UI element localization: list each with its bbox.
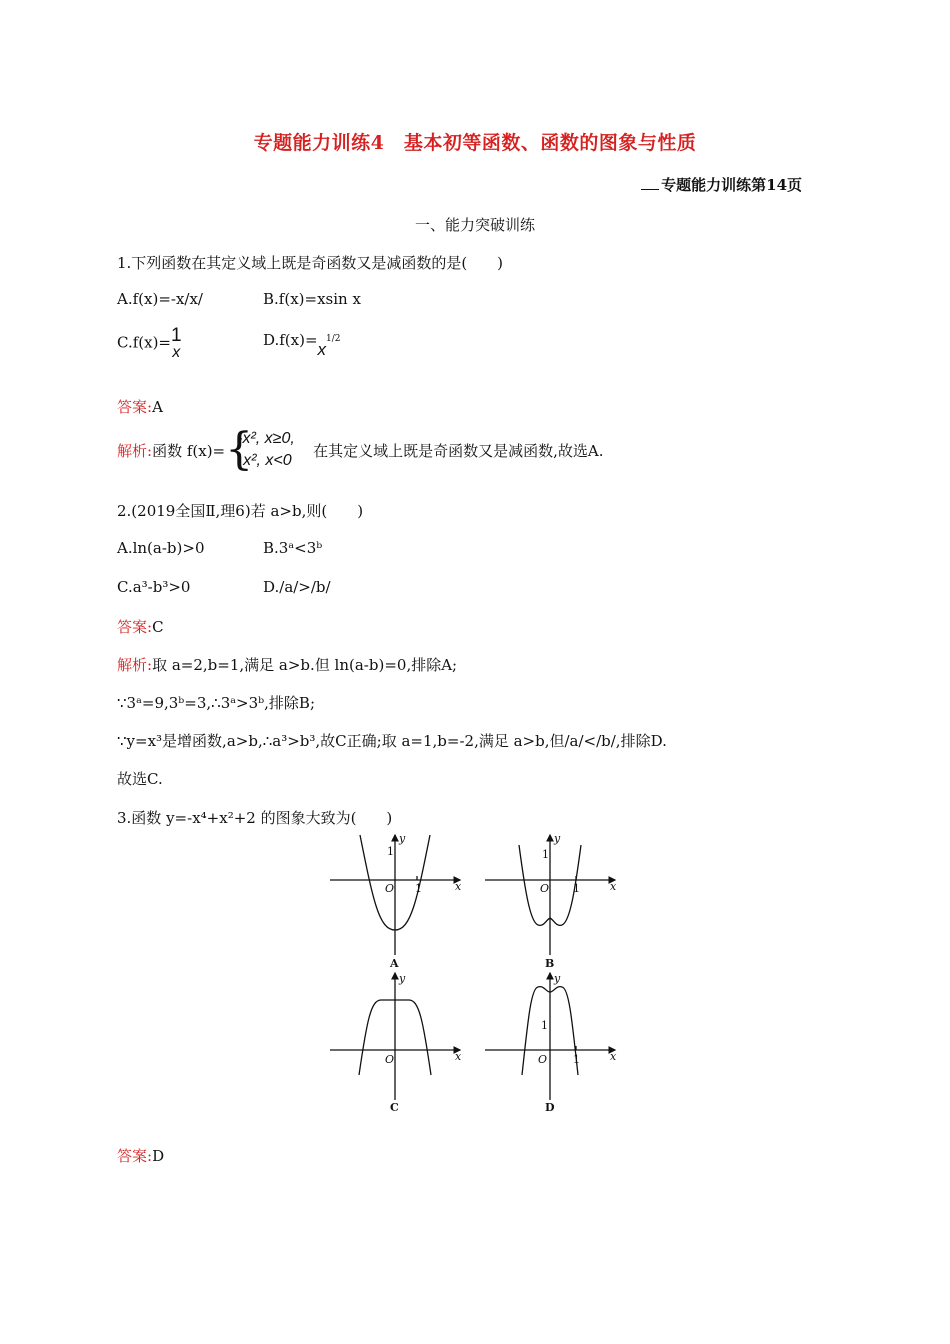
analysis-text: 在其定义域上既是奇函数又是减函数,故选A. (313, 442, 604, 460)
answer-label: 答案: (117, 1147, 153, 1165)
q1-option-b: B.f(x)=xsin x (263, 290, 361, 308)
q1-stem: 1.下列函数在其定义域上既是奇函数又是减函数的是( ) (117, 254, 504, 272)
piecewise-function (225, 424, 313, 475)
graph-a-label: A (390, 957, 399, 970)
graph-c-x-label: x (455, 1050, 462, 1063)
page-reference (641, 174, 802, 195)
graph-a-y-label: y (399, 832, 406, 845)
section-heading: 一、能力突破训练 (414, 216, 535, 234)
page-title: 专题能力训练4 基本初等函数、函数的图象与性质 (253, 132, 697, 154)
graph-b-y-label: y (554, 832, 561, 845)
q1-option-c (117, 326, 182, 361)
graph-d-tick-x: 1 (573, 1053, 580, 1066)
graph-d-origin: O (538, 1053, 548, 1066)
graph-a (330, 835, 460, 955)
graph-d-x-label: x (610, 1050, 617, 1063)
q3-answer (117, 1145, 164, 1166)
graph-d (485, 973, 615, 1100)
q2-analysis-line-3: ∵y=x³是增函数,a>b,∴a³>b³,故C正确;取 a=1,b=-2,满足 a>b,但/a/</b/,排除D. (117, 732, 667, 750)
graph-a-tick: 1 (387, 845, 394, 858)
answer-value: A (152, 398, 163, 416)
analysis-text: 函数 f(x)= (152, 442, 226, 460)
graph-c-y-label: y (399, 972, 406, 985)
graph-a-tick-x: 1 (415, 882, 422, 895)
answer-value: C (152, 618, 164, 636)
graph-d-label: D (545, 1101, 555, 1114)
graph-b-x-label: x (610, 880, 617, 893)
graph-b-origin: O (540, 882, 550, 895)
piece-row-2: x², x<0 (243, 452, 292, 469)
graph-b-tick: 1 (542, 848, 549, 861)
power-exponent: 1/2 (326, 334, 341, 344)
fraction-denominator: x (172, 344, 181, 361)
q1-answer (117, 396, 163, 417)
q1-option-d (263, 330, 341, 359)
q2-analysis-line-2: ∵3ᵃ=9,3ᵇ=3,∴3ᵃ>3ᵇ,排除B; (117, 694, 316, 712)
answer-value: D (152, 1147, 165, 1165)
q2-answer (117, 616, 164, 637)
q2-analysis-line-4: 故选C. (117, 770, 163, 788)
answer-label: 答案: (117, 398, 153, 416)
analysis-label: 解析: (117, 656, 153, 674)
graph-c (330, 973, 460, 1100)
power-base: x (317, 340, 327, 359)
fraction-numerator: 1 (171, 325, 182, 346)
q1-analysis (117, 424, 604, 475)
analysis-label: 解析: (117, 442, 153, 460)
q1-option-d-prefix: D.f(x)= (263, 331, 318, 349)
graph-c-origin: O (385, 1053, 395, 1066)
graph-b (485, 835, 615, 955)
q2-analysis-line-1 (117, 654, 457, 675)
q1-option-a: A.f(x)=-x/x/ (117, 290, 203, 308)
q1-option-c-prefix: C.f(x)= (117, 333, 171, 352)
graph-a-origin: O (385, 882, 395, 895)
graph-c-label: C (390, 1101, 399, 1114)
q3-stem: 3.函数 y=-x⁴+x²+2 的图象大致为( ) (117, 809, 393, 827)
q2-option-b: B.3ᵃ<3ᵇ (263, 539, 323, 557)
graph-b-label: B (545, 957, 555, 970)
graph-d-y-label: y (554, 972, 561, 985)
graph-a-x-label: x (455, 880, 462, 893)
graph-b-tick-x: 1 (573, 882, 580, 895)
analysis-text: 取 a=2,b=1,满足 a>b.但 ln(a-b)=0,排除A; (152, 656, 458, 674)
q2-stem: 2.(2019全国Ⅱ,理6)若 a>b,则( ) (117, 502, 364, 520)
brace-icon: { (225, 424, 254, 475)
q1-option-c-fraction (171, 326, 182, 361)
q3-graph-options (325, 830, 625, 1120)
q2-option-a: A.ln(a-b)>0 (117, 539, 205, 557)
graph-d-tick: 1 (541, 1019, 548, 1032)
answer-label: 答案: (117, 618, 153, 636)
ref-underline (641, 177, 659, 190)
ref-text: 专题能力训练第14页 (661, 176, 802, 194)
q2-option-d: D./a/>/b/ (263, 578, 331, 596)
piece-row-1: -x², x≥0, (237, 430, 295, 447)
q2-option-c: C.a³-b³>0 (117, 578, 191, 596)
